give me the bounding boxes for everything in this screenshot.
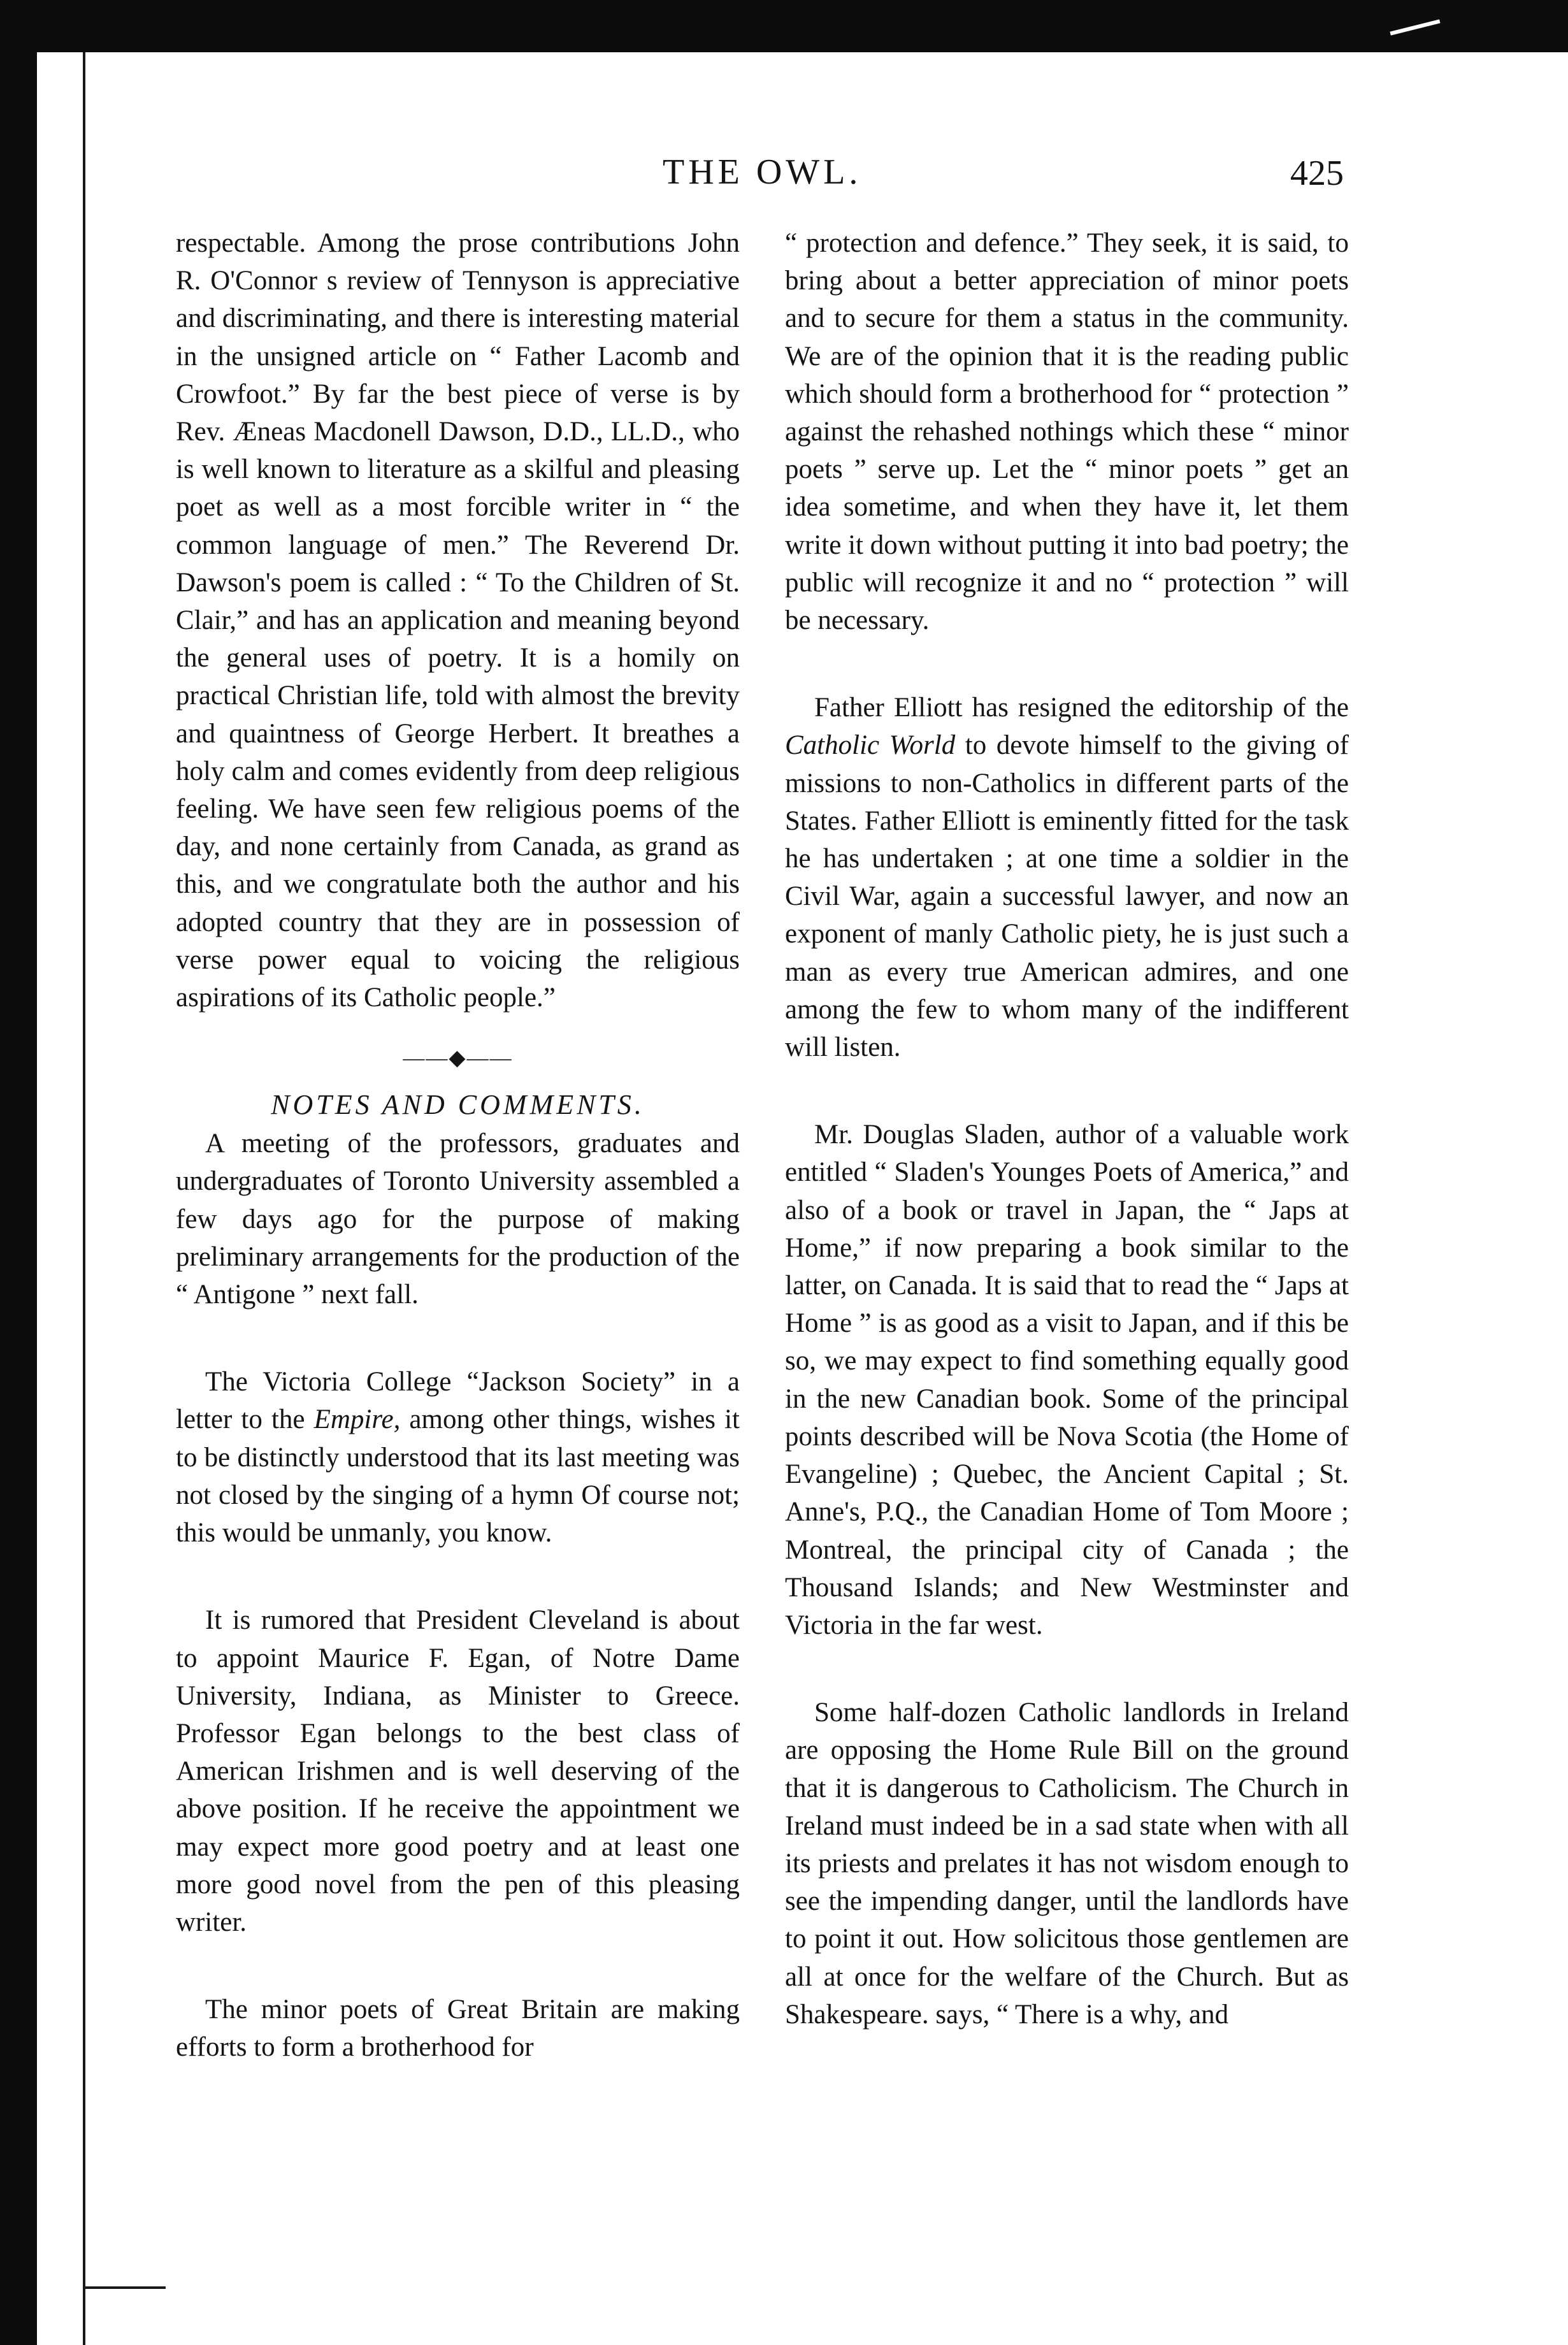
paragraph-sladen: Mr. Douglas Sladen, author of a valuable work entitled “ Sladen's Younges Poets of America,” and also of a book or travel in Japan, the “ Japs at Home,” if now preparing a book similar to the latter, on Canada. It is said that to read the “ Japs at Home ” is as good as a visit to Japan, and if this be so, we may expect to find something equally good in the new Canadian book. Some of the principal points described will be Nova Scotia (the Home of Evangeline) ; Quebec, the Ancient Capital ; St. Anne's, P.Q., the Canadian Home of Tom Moore ; Montreal, the principal city of Canada ; the Thousand Islands; and New Westminster and Victoria in the far west. xyxy=(785,1120,1349,1640)
running-head: THE OWL. xyxy=(663,152,862,192)
paragraph-landlords: Some half-dozen Catholic landlords in Ireland are opposing the Home Rule Bill on the ground that it is dangerous to Catholicism. The Church in Ireland must indeed be in a sad state when with all its priests and prelates it has not wisdom enough to see the impending danger, until the landlords have to point it out. How solicitous those gentlemen are all at once for the welfare of the Church. But as Shakespeare. says, “ There is a why, and xyxy=(785,1698,1349,2030)
right-column xyxy=(785,224,1349,2033)
paragraph-father-elliott: Father Elliott has resigned the editorship of the Catholic World to devote himself to the giving of missions to non-Catholics in different parts of the States. Father Elliott is eminently fitted for the task he has undertaken ; at one time a soldier in the Civil War, again a successful lawyer, and now an exponent of manly Catholic piety, he is just such a man as every true American admires, and one among the few to whom many of the indifferent will listen. xyxy=(785,693,1349,1063)
page-number: 425 xyxy=(1290,154,1344,193)
scan-border-top xyxy=(0,0,1568,52)
page-edge-rule xyxy=(83,52,85,2345)
page-corner-rule xyxy=(83,2286,166,2289)
paragraph-antigone: A meeting of the professors, graduates and undergraduates of Toronto University assembled a few days ago for the purpose of making preliminary arrangements for the production of the “ Antigone ” next fall. xyxy=(176,1129,740,1310)
left-column xyxy=(176,224,740,2067)
scan-border-left xyxy=(0,0,37,2345)
paragraph-continued: respectable. Among the prose contributions John R. O'Connor s review of Tennyson is appreciative and discriminating, and there is interesting material in the unsigned article on “ Father Lacomb and Crowfoot.” By far the best piece of verse is by Rev. Æneas Macdonell Dawson, D.D., LL.D., who is well known to literature as a skilful and pleasing poet as well as a most forcible writer in “ the common language of men.” The Reverend Dr. Dawson's poem is called : “ To the Children of St. Clair,” and has an application and meaning beyond the general uses of poetry. It is a homily on practical Christian life, told with almost the brevity and quaintness of George Herbert. It breathes a holy calm and comes evidently from deep religious feeling. We have seen few religious poems of the day, and none certainly from Canada, as grand as this, and we congratulate both the author and his adopted country that they are in possession of verse power equal to voicing the religious aspirations of its Catholic people.” xyxy=(176,228,740,1013)
paragraph-jackson-society: The Victoria College “Jackson Society” in a letter to the Empire, among other things, wishes it to be distinctly understood that its last meeting was not closed by the singing of a hymn Of course not; this would be unmanly, you know. xyxy=(176,1367,740,1548)
paragraph-egan: It is rumored that President Cleveland is about to appoint Maurice F. Egan, of Notre Dame University, Indiana, as Minister to Greece. Professor Egan belongs to the best class of American Irishmen and is well deserving of the above position. If he receive the appointment we may expect more good poetry and at least one more good novel from the pen of this pleasing writer. xyxy=(176,1605,740,1937)
magazine-title: Catholic World xyxy=(785,730,956,761)
paragraph-minor-poets: The minor poets of Great Britain are making efforts to form a brotherhood for xyxy=(176,1995,740,2063)
section-heading: NOTES AND COMMENTS. xyxy=(271,1089,645,1121)
newspaper-title: Empire, xyxy=(313,1404,401,1435)
section-ornament: ——◆—— xyxy=(403,1046,513,1071)
paragraph-protection: “ protection and defence.” They seek, it is said, to bring about a better appreciation of minor poets and to secure for them a status in the community. We are of the opinion that it is the reading public which should form a brotherhood for “ protection ” against the rehashed nothings which these “ minor poets ” serve up. Let the “ minor poets ” get an idea sometime, and when they have it, let them write it down without putting it into bad poetry; the public will recognize it and no “ protection ” will be necessary. xyxy=(785,228,1349,636)
